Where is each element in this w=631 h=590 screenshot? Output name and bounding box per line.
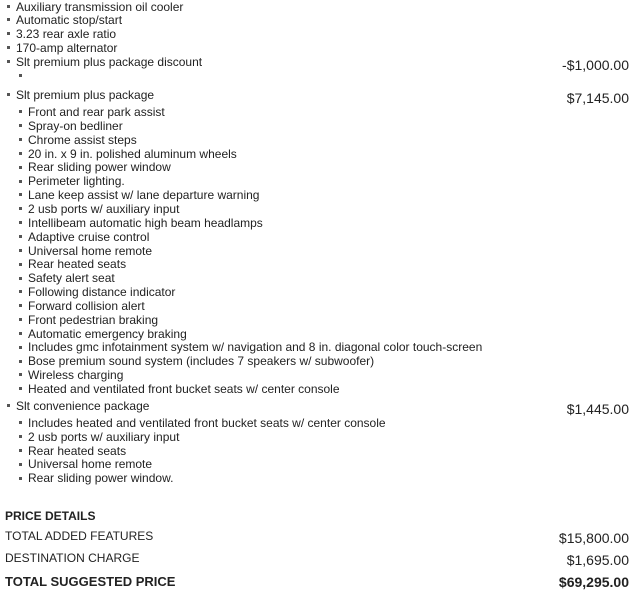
subitem-label: Automatic emergency braking (28, 326, 187, 341)
bullet-icon (7, 46, 10, 49)
bullet-icon (19, 477, 22, 480)
added-features-label: TOTAL ADDED FEATURES (5, 529, 154, 543)
package-subitem (19, 188, 259, 202)
subitem-label: Perimeter lighting. (28, 174, 125, 189)
bullet-icon (7, 5, 10, 8)
package-subitem (19, 230, 149, 244)
bullet-icon (19, 373, 22, 376)
package-subitem (19, 313, 158, 327)
convenience-package-price: $1,445.00 (566, 401, 629, 417)
subitem-label: Front and rear park assist (28, 105, 165, 119)
package-subitem (19, 271, 115, 285)
package-subitem (19, 285, 175, 299)
discount-price: -$1,000.00 (562, 57, 629, 73)
premium-package-item (7, 88, 154, 102)
bullet-icon (19, 74, 22, 77)
package-subitem (19, 327, 187, 341)
feature-label: 170-amp alternator (16, 41, 118, 55)
convenience-package-label: Slt convenience package (16, 399, 150, 413)
package-subitem (19, 471, 173, 485)
total-price-label: TOTAL SUGGESTED PRICE (5, 574, 176, 589)
package-subitem (19, 354, 374, 368)
package-subitem (19, 368, 123, 382)
subitem-label: Includes gmc infotainment system w/ navigation and 8 in. diagonal color touch-screen (28, 340, 483, 355)
bullet-icon (7, 18, 10, 21)
feature-label: Automatic stop/start (16, 13, 123, 27)
package-subitem (19, 257, 126, 271)
bullet-icon (19, 124, 22, 127)
subitem-label: Spray-on bedliner (28, 118, 123, 133)
destination-label: DESTINATION CHARGE (5, 551, 140, 565)
bullet-icon (19, 193, 22, 196)
bullet-icon (19, 449, 22, 452)
package-subitem (19, 119, 123, 133)
bullet-icon (19, 360, 22, 363)
package-subitem (19, 216, 263, 230)
package-subitem (19, 299, 145, 313)
subitem-label: Rear heated seats (28, 443, 127, 458)
bullet-icon (7, 32, 10, 35)
package-subitem (19, 430, 179, 444)
premium-package-label: Slt premium plus package (16, 88, 155, 102)
feature-item (7, 41, 117, 55)
subitem-label: Heated and ventilated front bucket seats w/ center console (28, 382, 340, 396)
subitem-label: Universal home remote (28, 243, 153, 258)
package-subitem (19, 147, 237, 161)
bullet-icon (7, 404, 10, 407)
bullet-icon (19, 463, 22, 466)
subitem-label: 20 in. x 9 in. polished aluminum wheels (28, 146, 237, 161)
convenience-package-item (7, 399, 149, 413)
bullet-icon (19, 249, 22, 252)
bullet-icon (19, 235, 22, 238)
bullet-icon (19, 110, 22, 113)
bullet-icon (19, 332, 22, 335)
subitem-label: Rear sliding power window. (28, 471, 174, 486)
subitem-label: Includes heated and ventilated front bucket seats w/ center console (28, 416, 386, 430)
bullet-icon (19, 138, 22, 141)
bullet-icon (7, 60, 10, 63)
bullet-icon (19, 346, 22, 349)
package-subitem (19, 160, 171, 174)
package-subitem (19, 457, 152, 471)
total-price: $69,295.00 (558, 574, 629, 590)
bullet-icon (19, 290, 22, 293)
package-subitem (19, 244, 152, 258)
package-subitem (19, 444, 126, 458)
subitem-label: Intellibeam automatic high beam headlamps (28, 215, 263, 230)
premium-package-price: $7,145.00 (566, 90, 629, 106)
bullet-icon (19, 387, 22, 390)
bullet-icon (19, 435, 22, 438)
subitem-label: Front pedestrian braking (28, 312, 159, 327)
subitem-label: Universal home remote (28, 457, 153, 472)
bullet-icon (19, 152, 22, 155)
package-subitem (19, 202, 179, 216)
package-subitem (19, 382, 340, 396)
bullet-icon (19, 221, 22, 224)
subitem-label: Adaptive cruise control (28, 229, 150, 244)
subitem-label: 2 usb ports w/ auxiliary input (28, 201, 180, 216)
feature-item (7, 0, 183, 14)
package-subitem (19, 174, 125, 188)
subitem-label: 2 usb ports w/ auxiliary input (28, 429, 180, 444)
bullet-icon (19, 277, 22, 280)
discount-label: Slt premium plus package discount (16, 55, 203, 69)
subitem-label: Rear sliding power window (28, 160, 171, 175)
subitem-label: Safety alert seat (28, 271, 115, 286)
price-details-title: PRICE DETAILS (5, 509, 96, 523)
destination-price: $1,695.00 (566, 552, 629, 568)
feature-label: Auxiliary transmission oil cooler (16, 0, 184, 14)
feature-item (7, 13, 122, 27)
feature-label: 3.23 rear axle ratio (16, 27, 117, 41)
package-subitem (19, 340, 482, 354)
subitem-label: Wireless charging (28, 368, 124, 383)
added-features-price: $15,800.00 (558, 530, 629, 546)
package-subitem (19, 105, 165, 119)
subitem-label: Rear heated seats (28, 257, 127, 272)
bullet-icon (19, 166, 22, 169)
bullet-icon (19, 207, 22, 210)
empty-subitem (19, 69, 28, 83)
feature-item (7, 27, 116, 41)
bullet-icon (19, 180, 22, 183)
discount-item (7, 55, 202, 69)
bullet-icon (19, 304, 22, 307)
subitem-label: Bose premium sound system (includes 7 speakers w/ subwoofer) (28, 354, 375, 369)
subitem-label: Lane keep assist w/ lane departure warning (28, 188, 260, 203)
subitem-label: Chrome assist steps (28, 132, 137, 147)
package-subitem (19, 133, 137, 147)
bullet-icon (7, 93, 10, 96)
bullet-icon (19, 263, 22, 266)
bullet-icon (19, 421, 22, 424)
bullet-icon (19, 318, 22, 321)
package-subitem (19, 416, 386, 430)
subitem-label: Forward collision alert (28, 298, 145, 313)
subitem-label: Following distance indicator (28, 285, 176, 300)
